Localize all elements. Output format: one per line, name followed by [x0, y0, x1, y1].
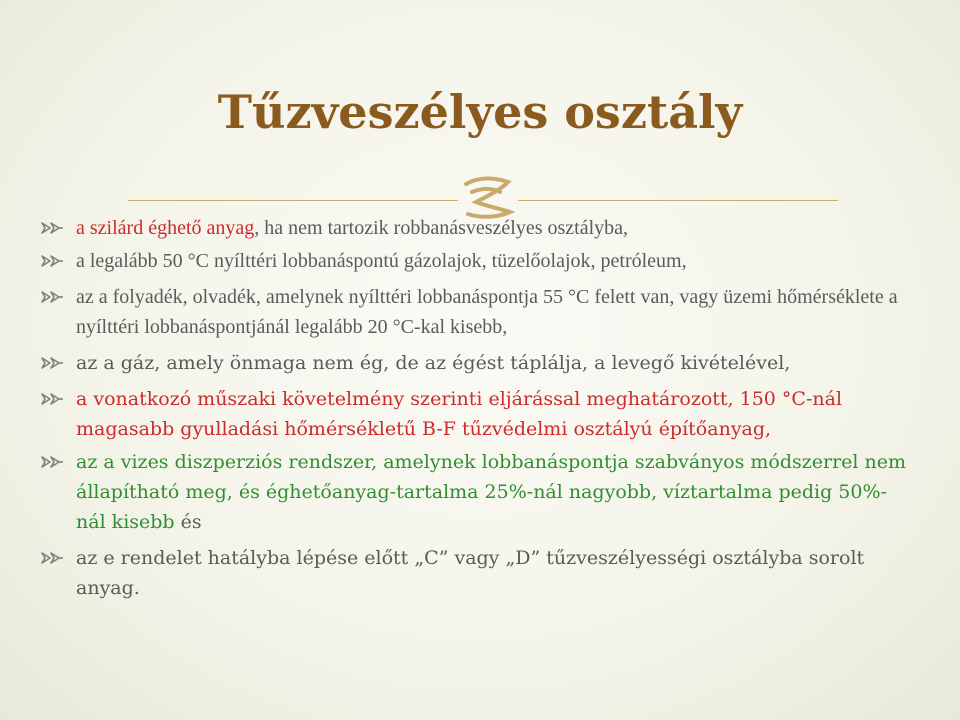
text-segment: az a gáz, amely önmaga nem ég, de az égést táplálja, a levegő kivételével, — [76, 352, 791, 374]
double-arrow-bullet-icon — [40, 355, 64, 371]
list-item — [36, 282, 916, 342]
text-segment: a vonatkozó műszaki követelmény szerinti eljárással meghatározott, 150 °C-nál magasabb gyulladási hőmérsékletű B-F tűzvédelmi osztályú építőanyag, — [76, 388, 843, 440]
text-segment: az e rendelet hatályba lépése előtt „C” vagy „D” tűzveszélyességi osztályba sorolt anyag. — [76, 547, 865, 599]
text-segment: a szilárd éghető anyag — [76, 217, 255, 239]
list-item — [36, 348, 916, 378]
double-arrow-bullet-icon — [40, 391, 64, 407]
list-item — [36, 213, 916, 243]
text-segment: a legalább 50 °C nyílttéri lobbanáspontú gázolajok, tüzelőolajok, petróleum, — [76, 250, 687, 272]
text-segment: , ha nem tartozik robbanásveszélyes osztályba, — [254, 217, 629, 239]
title-divider-right — [518, 200, 838, 201]
bullet-list — [36, 213, 916, 609]
list-item — [36, 543, 916, 603]
double-arrow-bullet-icon — [40, 289, 64, 305]
double-arrow-bullet-icon — [40, 253, 64, 269]
title-divider-left — [128, 200, 458, 201]
double-arrow-bullet-icon — [40, 550, 64, 566]
slide-title: Tűzveszélyes osztály — [217, 85, 743, 139]
list-item — [36, 384, 916, 444]
text-segment: és — [174, 511, 202, 533]
double-arrow-bullet-icon — [40, 220, 64, 236]
text-segment: az a folyadék, olvadék, amelynek nyílttéri lobbanáspontja 55 °C felett van, vagy üzemi hőmérséklete a nyílttéri lobbanáspontjánál legalább 20 °C-kal kisebb, — [76, 286, 898, 338]
list-item — [36, 246, 916, 276]
text-segment: az a vizes diszperziós rendszer, amelynek lobbanáspontja szabványos módszerrel nem állapítható meg, és éghetőanyag-tartalma 25%-nál nagyobb, víztartalma pedig 50%-nál kisebb — [76, 451, 907, 533]
list-item — [36, 447, 916, 537]
double-arrow-bullet-icon — [40, 454, 64, 470]
